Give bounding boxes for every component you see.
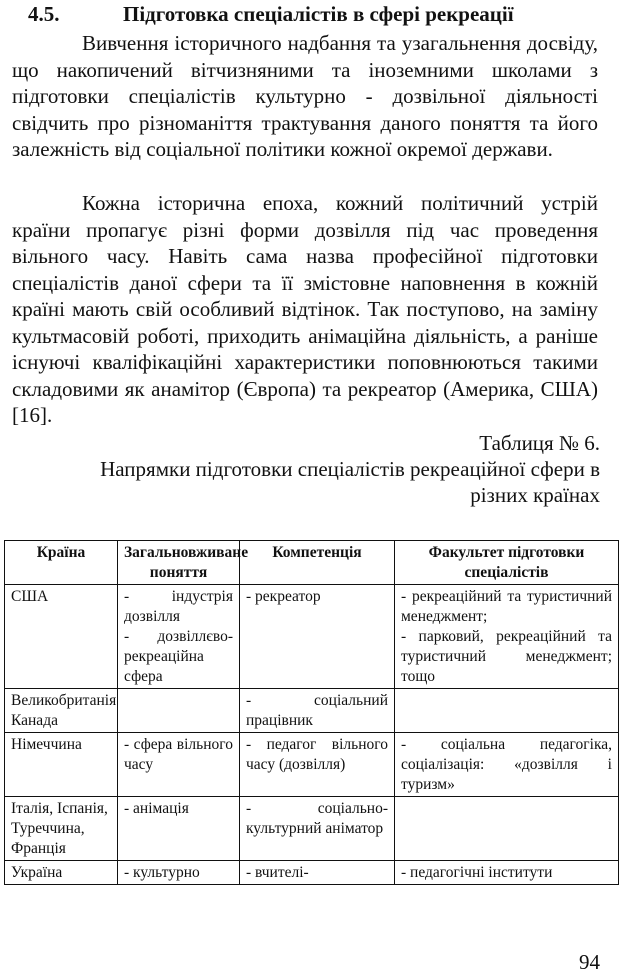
cell-concept [118,861,240,885]
cell-text: - соціальний працівник [246,692,388,729]
cell-text: - дозвіллєво-рекреаційна сфера [124,628,233,685]
cell-concept [118,733,240,797]
section-title: Підготовка спеціалістів в сфері рекреації [123,2,514,26]
cell-text: Канада [11,712,58,729]
cell-concept [118,585,240,689]
cell-text: - педагог вільного часу (дозвілля) [246,736,388,773]
table-title: Напрямки підготовки спеціалістів рекреаційної сфери в різних країнах [100,457,600,507]
cell-faculty [395,733,619,797]
section-number: 4.5. [28,2,60,26]
cell-text: Україна [11,864,63,881]
cell-text: - соціальна педагогіка, соціалізація: «дозвілля і туризм» [401,736,612,793]
cell-text: - індустрія дозвілля [124,588,233,625]
header-faculty: Факультет підготовки спеціалістів [395,541,619,585]
table-row [5,585,619,689]
table-row [5,689,619,733]
cell-competence [240,797,395,861]
cell-country [5,689,118,733]
cell-text: США [11,588,49,605]
cell-text: - сфера вільного часу [124,736,233,773]
cell-text: Великобританія [11,692,117,709]
training-directions-table [4,540,619,885]
cell-competence [240,585,395,689]
cell-text: - рекреаційний та туристичний менеджмент; [401,588,612,625]
page-number: 94 [579,950,600,974]
cell-text: Німеччина [11,736,82,753]
table-row [5,861,619,885]
table-header-row [5,541,619,585]
cell-text: - рекреатор [246,588,321,605]
cell-text: - парковий, рекреаційний та туристичний менеджмент; тощо [401,628,612,685]
table-row [5,733,619,797]
cell-concept [118,689,240,733]
header-competence: Компетенція [240,541,395,585]
table-row [5,797,619,861]
section-heading [28,2,514,27]
cell-faculty [395,689,619,733]
cell-text: - вчителі- [246,864,309,881]
cell-competence [240,689,395,733]
header-country: Країна [5,541,118,585]
cell-text: Італія, Іспанія, Туреччина, Франція [11,800,108,857]
header-concept: Загальновживане поняття [118,541,240,585]
table-number: Таблиця № 6. [479,431,600,455]
paragraph-1: Вивчення історичного надбання та узагальнення досвіду, що накопичений вітчизняними та іноземними школами з підготовки спеціалістів культурно - дозвільної діяльності свідчить про різноманіття трактування даного поняття та його залежність від соціальної політики кожної окремої держави. [12,31,598,161]
cell-concept [118,797,240,861]
cell-country [5,861,118,885]
cell-country [5,733,118,797]
paragraph-2: Кожна історична епоха, кожний політичний устрій країни пропагує різні форми дозвілля під час проведення вільного часу. Навіть сама назва професійної підготовки спеціалістів даної сфери та її змістовне наповнення в кожній країні мають свій особливий відтінок. Так поступово, на заміну культмасовій роботі, приходить анімаційна діяльність, а раніше існуючі кваліфікаційні характеристики поповнюються такими складовими як анамітор (Європа) та рекреатор (Америка, США) [16]. [12,191,598,427]
cell-text: - соціально-культурний аніматор [246,800,388,837]
cell-competence [240,861,395,885]
cell-faculty [395,585,619,689]
cell-competence [240,733,395,797]
cell-text: - педагогічні інститути [401,864,553,881]
cell-faculty [395,861,619,885]
cell-faculty [395,797,619,861]
cell-country [5,585,118,689]
cell-text: - культурно [124,864,200,881]
cell-text: - анімація [124,800,189,817]
cell-country [5,797,118,861]
